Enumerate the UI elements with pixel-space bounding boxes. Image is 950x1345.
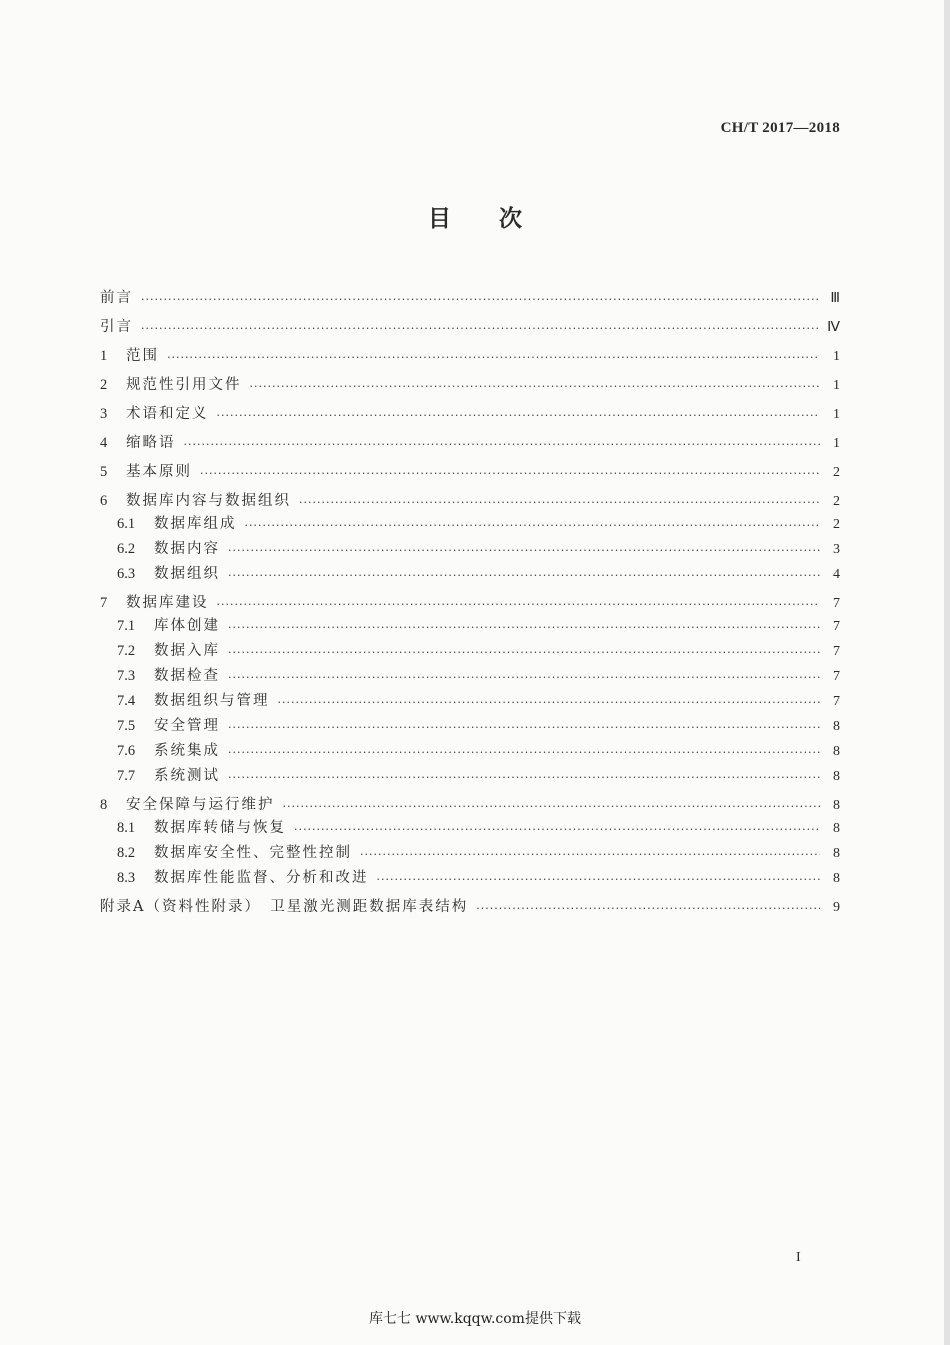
toc-entry-label: 数据组织与管理	[154, 693, 270, 709]
toc-entry-number: 2	[100, 377, 108, 393]
toc-entry-label: 规范性引用文件	[126, 377, 242, 393]
dot-leader	[167, 351, 820, 365]
toc-entry-page: 1	[833, 378, 840, 393]
toc-entry-label: 缩略语	[126, 435, 176, 451]
toc-entry-label: 安全保障与运行维护	[126, 797, 275, 813]
toc-entry-page: 4	[833, 567, 840, 582]
dot-leader	[228, 569, 820, 583]
toc-entry[interactable]	[100, 785, 840, 814]
page-number: I	[796, 1250, 801, 1265]
toc-entry-number: 6.2	[117, 541, 136, 557]
toc-entry[interactable]	[100, 481, 840, 510]
toc-entry[interactable]	[100, 278, 840, 307]
toc-entry-number: 8.3	[117, 870, 136, 886]
toc-entry[interactable]	[100, 394, 840, 423]
toc-entry[interactable]	[100, 760, 840, 785]
toc-entry-page: Ⅳ	[827, 320, 840, 335]
toc-entry-number: 4	[100, 435, 108, 451]
toc-entry-number: 8	[100, 797, 108, 813]
toc-entry-page: 8	[833, 846, 840, 861]
toc-entry-label: 数据库组成	[154, 516, 237, 532]
toc-entry-label: 系统测试	[154, 768, 220, 784]
toc-entry-page: Ⅲ	[830, 291, 840, 306]
dot-leader	[141, 293, 820, 307]
page-title: 目次	[428, 205, 570, 232]
toc-entry-page: 2	[833, 494, 840, 509]
toc-entry-page: 8	[833, 871, 840, 886]
toc-entry[interactable]	[100, 814, 840, 837]
toc-entry-label: 引言	[100, 319, 133, 335]
toc-entry-page: 8	[833, 821, 840, 836]
dot-leader	[228, 771, 820, 785]
toc-entry-page: 1	[833, 436, 840, 451]
dot-leader	[228, 671, 820, 685]
toc-entry-number: 7.5	[117, 718, 136, 734]
toc-entry-number: 3	[100, 406, 108, 422]
toc-entry-label: 数据库性能监督、分析和改进	[154, 870, 369, 886]
toc-entry-number: 7.1	[117, 618, 136, 634]
toc-entry[interactable]	[100, 837, 840, 862]
table-of-contents	[100, 278, 840, 916]
download-credit: 库七七 www.kqqw.com提供下载	[369, 1311, 581, 1327]
toc-entry-label: 基本原则	[126, 464, 192, 480]
toc-entry-label: 系统集成	[154, 743, 220, 759]
toc-entry-label: 数据入库	[154, 643, 220, 659]
toc-entry-page: 8	[833, 719, 840, 734]
toc-entry-label: 附录A（资料性附录） 卫星激光测距数据库表结构	[100, 899, 469, 915]
toc-entry[interactable]	[100, 452, 840, 481]
dot-leader	[377, 873, 821, 887]
toc-entry-page: 7	[833, 644, 840, 659]
toc-entry[interactable]	[100, 735, 840, 760]
toc-entry[interactable]	[100, 510, 840, 533]
toc-entry-label: 数据库转储与恢复	[154, 820, 286, 836]
toc-entry-number: 7.6	[117, 743, 136, 759]
toc-entry-number: 5	[100, 464, 108, 480]
toc-entry[interactable]	[100, 533, 840, 558]
dot-leader	[200, 467, 820, 481]
toc-entry-page: 7	[833, 619, 840, 634]
toc-entry[interactable]	[100, 887, 840, 916]
toc-entry[interactable]	[100, 685, 840, 710]
toc-entry-number: 6	[100, 493, 108, 509]
toc-entry-page: 2	[833, 465, 840, 480]
dot-leader	[299, 496, 820, 510]
toc-entry-page: 8	[833, 798, 840, 813]
dot-leader	[217, 598, 821, 612]
toc-entry[interactable]	[100, 710, 840, 735]
toc-entry-label: 前言	[100, 290, 133, 306]
dot-leader	[476, 902, 820, 916]
dot-leader	[217, 409, 821, 423]
toc-entry-page: 8	[833, 744, 840, 759]
dot-leader	[184, 438, 821, 452]
dot-leader	[228, 746, 820, 760]
toc-entry-label: 数据组织	[154, 566, 220, 582]
toc-entry[interactable]	[100, 307, 840, 336]
toc-entry-page: 3	[833, 542, 840, 557]
toc-entry[interactable]	[100, 862, 840, 887]
toc-entry[interactable]	[100, 423, 840, 452]
dot-leader	[141, 322, 820, 336]
dot-leader	[228, 544, 820, 558]
toc-entry[interactable]	[100, 660, 840, 685]
toc-entry-page: 7	[833, 694, 840, 709]
dot-leader	[245, 519, 821, 533]
toc-entry-page: 1	[833, 349, 840, 364]
toc-entry-label: 库体创建	[154, 618, 220, 634]
toc-entry-page: 8	[833, 769, 840, 784]
dot-leader	[228, 646, 820, 660]
toc-entry-number: 7	[100, 595, 108, 611]
toc-entry-number: 6.1	[117, 516, 136, 532]
toc-entry[interactable]	[100, 365, 840, 394]
toc-entry-number: 8.2	[117, 845, 136, 861]
toc-entry[interactable]	[100, 612, 840, 635]
dot-leader	[360, 848, 820, 862]
toc-entry-number: 8.1	[117, 820, 136, 836]
toc-entry[interactable]	[100, 336, 840, 365]
toc-entry-number: 7.3	[117, 668, 136, 684]
dot-leader	[250, 380, 821, 394]
toc-entry-label: 数据内容	[154, 541, 220, 557]
dot-leader	[228, 721, 820, 735]
toc-entry-page: 2	[833, 517, 840, 532]
toc-entry-number: 6.3	[117, 566, 136, 582]
toc-entry-label: 数据库内容与数据组织	[126, 493, 291, 509]
toc-entry-number: 7.7	[117, 768, 136, 784]
toc-entry-label: 数据库建设	[126, 595, 209, 611]
toc-entry-number: 7.4	[117, 693, 136, 709]
toc-entry[interactable]	[100, 635, 840, 660]
toc-entry-label: 数据检查	[154, 668, 220, 684]
standard-code: CH/T 2017—2018	[720, 120, 840, 136]
toc-entry-page: 1	[833, 407, 840, 422]
toc-entry-page: 7	[833, 669, 840, 684]
toc-entry[interactable]	[100, 558, 840, 583]
toc-entry-number: 7.2	[117, 643, 136, 659]
dot-leader	[294, 823, 820, 837]
toc-entry-label: 范围	[126, 348, 159, 364]
dot-leader	[283, 800, 821, 814]
toc-entry-number: 1	[100, 348, 108, 364]
toc-entry-label: 安全管理	[154, 718, 220, 734]
toc-entry-label: 数据库安全性、完整性控制	[154, 845, 352, 861]
toc-entry-page: 7	[833, 596, 840, 611]
toc-entry[interactable]	[100, 583, 840, 612]
dot-leader	[228, 621, 820, 635]
toc-entry-page: 9	[833, 900, 840, 915]
toc-entry-label: 术语和定义	[126, 406, 209, 422]
dot-leader	[278, 696, 821, 710]
